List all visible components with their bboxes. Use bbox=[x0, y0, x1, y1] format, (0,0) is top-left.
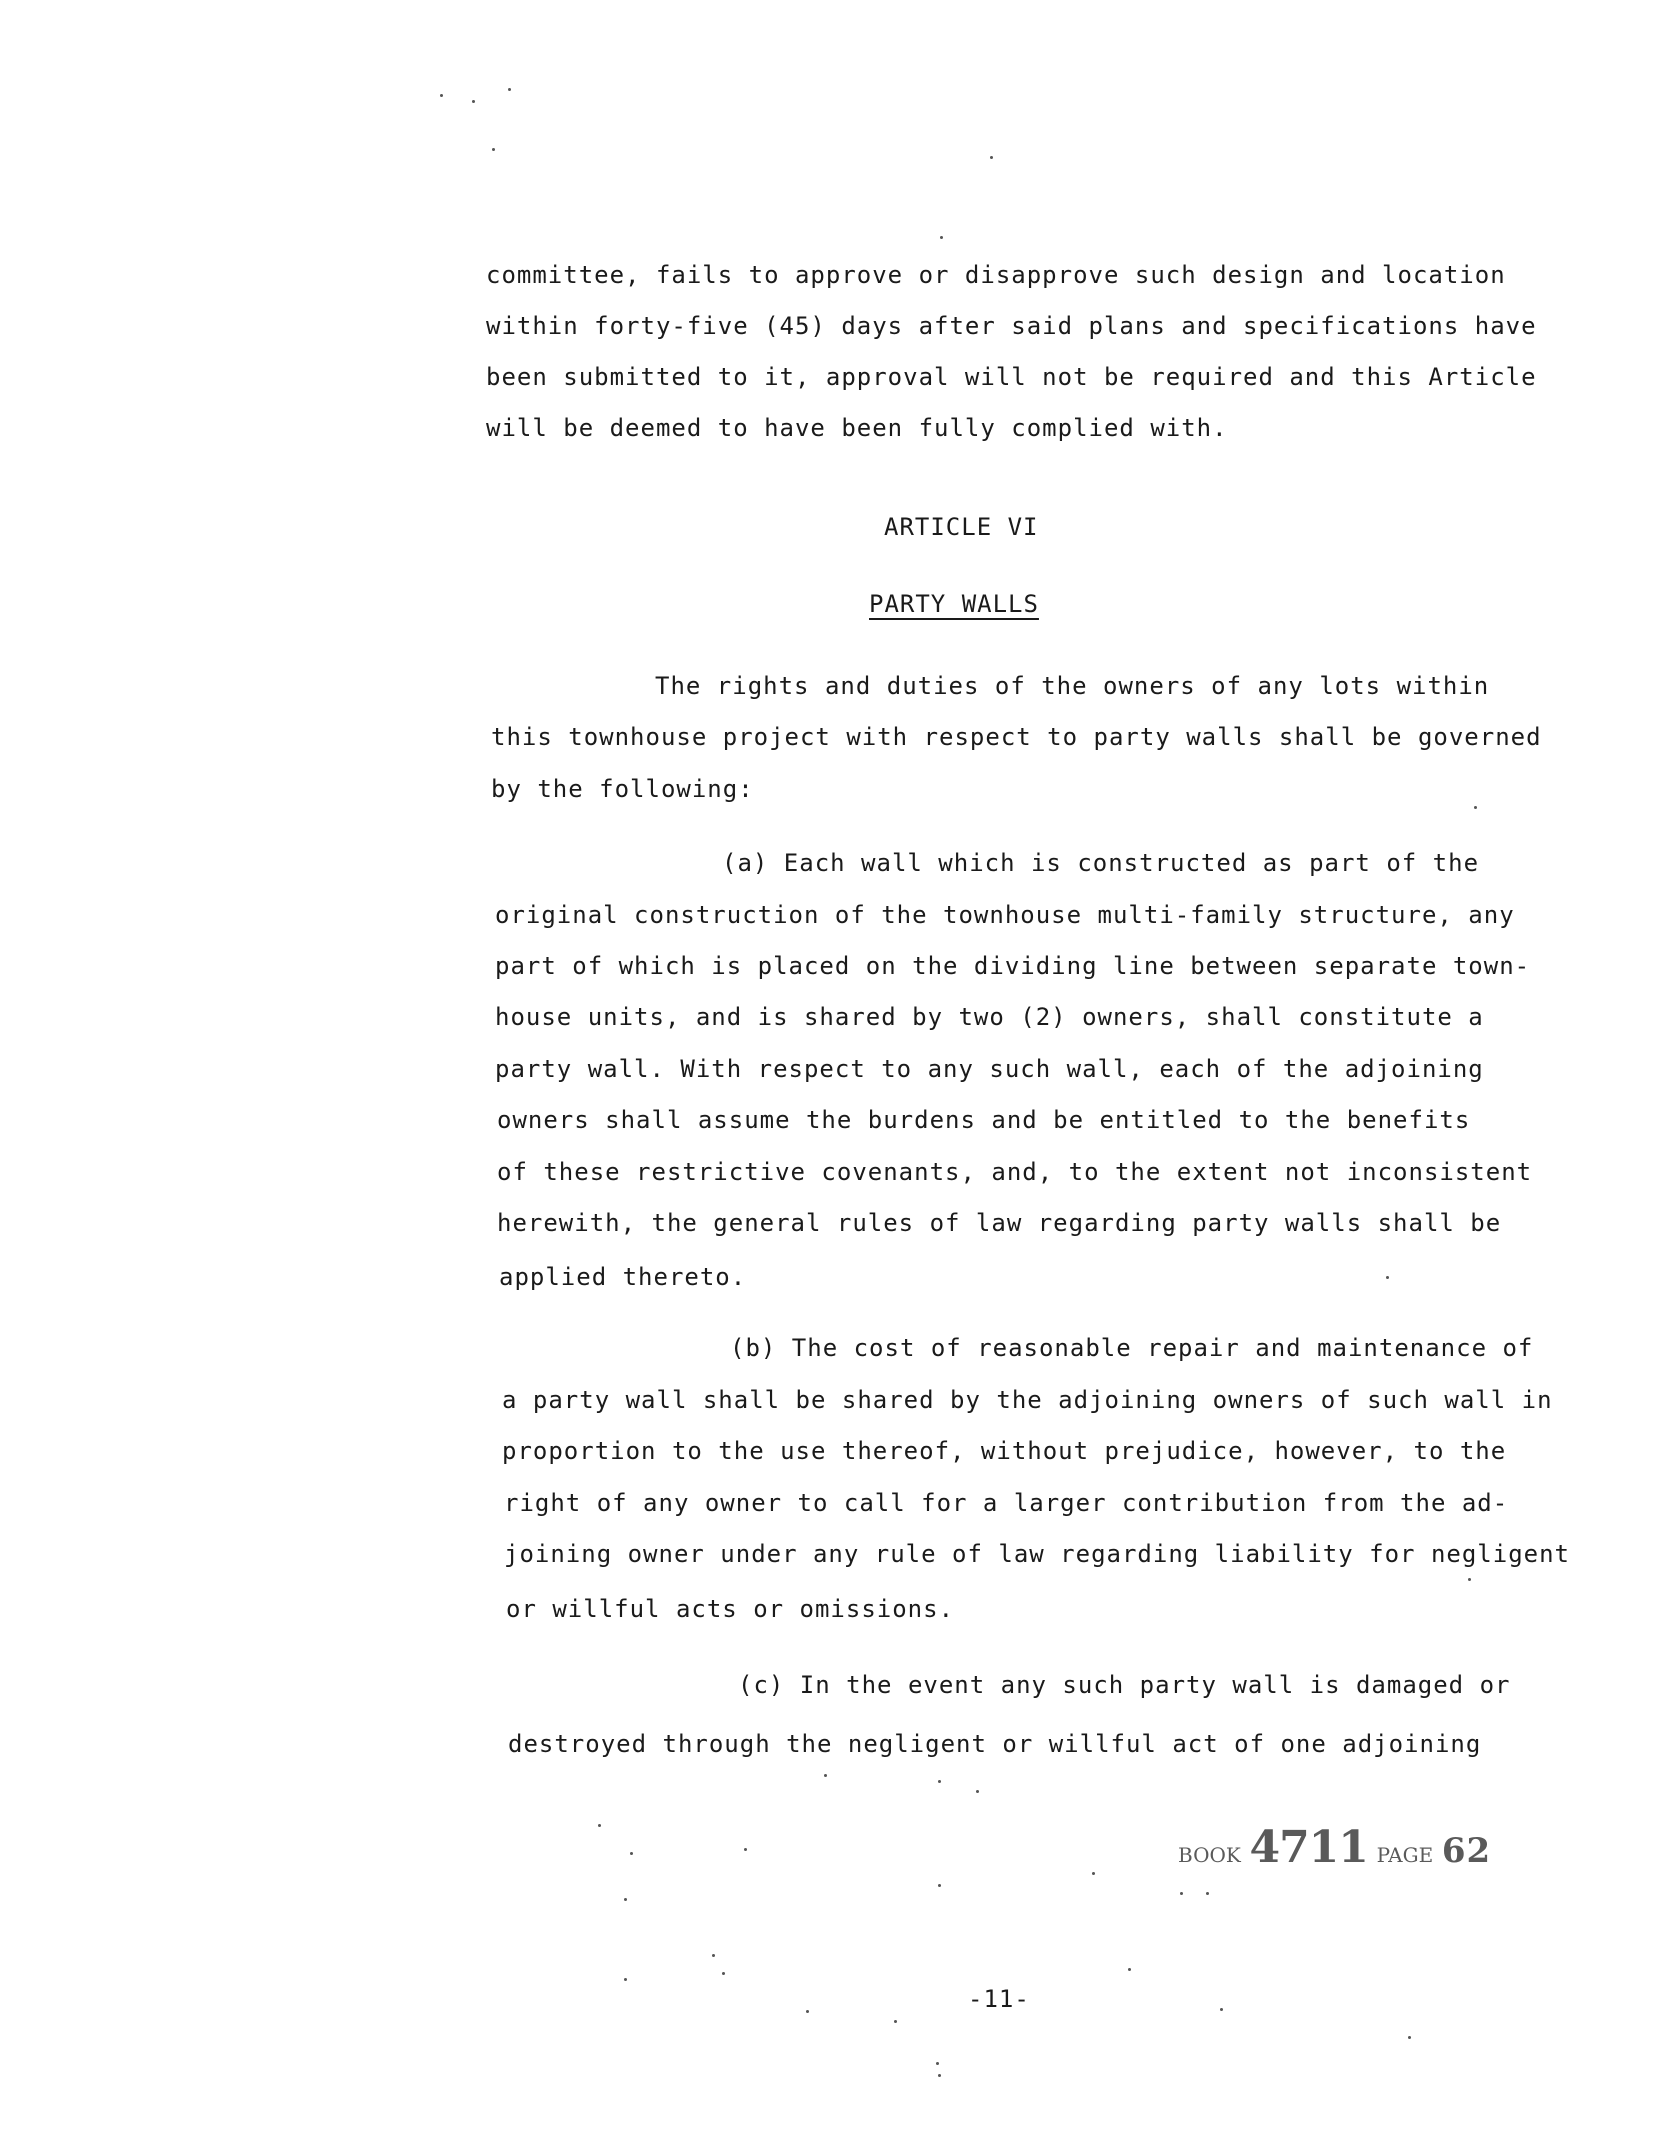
scan-speck bbox=[976, 1790, 979, 1793]
stamp-page-number: 62 bbox=[1441, 1831, 1492, 1871]
stamp-book-number: 4711 bbox=[1249, 1822, 1368, 1873]
text-line: proportion to the use thereof, without prejudice, however, to the bbox=[502, 1437, 1507, 1465]
scan-speck bbox=[990, 156, 993, 159]
scan-speck bbox=[1386, 1276, 1389, 1279]
scan-speck bbox=[1180, 1892, 1183, 1895]
scan-speck bbox=[744, 1848, 747, 1851]
stamp-page-label: PAGE bbox=[1376, 1843, 1434, 1867]
scan-speck bbox=[1206, 1892, 1209, 1895]
article-heading: ARTICLE VI bbox=[884, 513, 1039, 541]
scan-speck bbox=[624, 1978, 627, 1981]
text-line: right of any owner to call for a larger contribution from the ad- bbox=[504, 1489, 1509, 1517]
text-line: a party wall shall be shared by the adjoining owners of such wall in bbox=[502, 1386, 1553, 1414]
scan-speck bbox=[940, 236, 943, 239]
scan-speck bbox=[492, 148, 495, 151]
text-line: within forty-five (45) days after said plans and specifications have bbox=[486, 312, 1537, 340]
text-line: destroyed through the negligent or willful act of one adjoining bbox=[508, 1730, 1482, 1758]
text-line: been submitted to it, approval will not be required and this Article bbox=[486, 363, 1537, 391]
text-line: by the following: bbox=[491, 775, 754, 803]
scan-speck bbox=[936, 2062, 939, 2065]
text-line: of these restrictive covenants, and, to the extent not inconsistent bbox=[497, 1158, 1533, 1186]
scan-speck bbox=[894, 2020, 897, 2023]
scan-speck bbox=[712, 1954, 715, 1957]
text-line: original construction of the townhouse multi-family structure, any bbox=[495, 901, 1515, 929]
text-line: The rights and duties of the owners of any lots within bbox=[655, 672, 1490, 700]
scan-speck bbox=[824, 1774, 827, 1777]
scan-speck bbox=[938, 1780, 941, 1783]
text-line: or willful acts or omissions. bbox=[506, 1595, 955, 1623]
scan-speck bbox=[630, 1852, 633, 1855]
page-number: -11- bbox=[968, 1985, 1030, 2013]
scan-speck bbox=[472, 100, 475, 103]
text-line: applied thereto. bbox=[499, 1263, 747, 1291]
text-line: house units, and is shared by two (2) owners, shall constitute a bbox=[495, 1003, 1484, 1031]
text-line: (a) Each wall which is constructed as part of the bbox=[722, 849, 1480, 877]
text-line: joining owner under any rule of law regarding liability for negligent bbox=[504, 1540, 1570, 1568]
stamp-book-label: BOOK bbox=[1178, 1843, 1241, 1867]
scan-speck bbox=[722, 1972, 725, 1975]
scan-speck bbox=[1092, 1872, 1095, 1875]
article-title: PARTY WALLS bbox=[869, 590, 1039, 618]
scan-speck bbox=[440, 94, 443, 97]
scan-speck bbox=[1220, 2008, 1223, 2011]
scan-speck bbox=[1128, 1968, 1131, 1971]
text-line: owners shall assume the burdens and be entitled to the benefits bbox=[497, 1106, 1471, 1134]
text-line: herewith, the general rules of law regarding party walls shall be bbox=[497, 1209, 1502, 1237]
scan-speck bbox=[624, 1898, 627, 1901]
recording-stamp bbox=[1178, 1822, 1491, 1873]
text-line: will be deemed to have been fully complied with. bbox=[486, 414, 1228, 442]
scan-speck bbox=[1474, 806, 1477, 809]
text-line: part of which is placed on the dividing line between separate town- bbox=[495, 952, 1531, 980]
scan-speck bbox=[806, 2010, 809, 2013]
scan-speck bbox=[598, 1824, 601, 1827]
scan-speck bbox=[508, 88, 511, 91]
scan-speck bbox=[1468, 1578, 1471, 1581]
text-line: (b) The cost of reasonable repair and maintenance of bbox=[730, 1334, 1534, 1362]
scan-speck bbox=[1408, 2036, 1411, 2039]
text-line: this townhouse project with respect to party walls shall be governed bbox=[491, 723, 1542, 751]
text-line: party wall. With respect to any such wall, each of the adjoining bbox=[495, 1055, 1484, 1083]
text-line: (c) In the event any such party wall is damaged or bbox=[738, 1671, 1511, 1699]
scan-speck bbox=[938, 1884, 941, 1887]
text-line: committee, fails to approve or disapprove such design and location bbox=[486, 261, 1506, 289]
scan-speck bbox=[938, 2074, 941, 2077]
